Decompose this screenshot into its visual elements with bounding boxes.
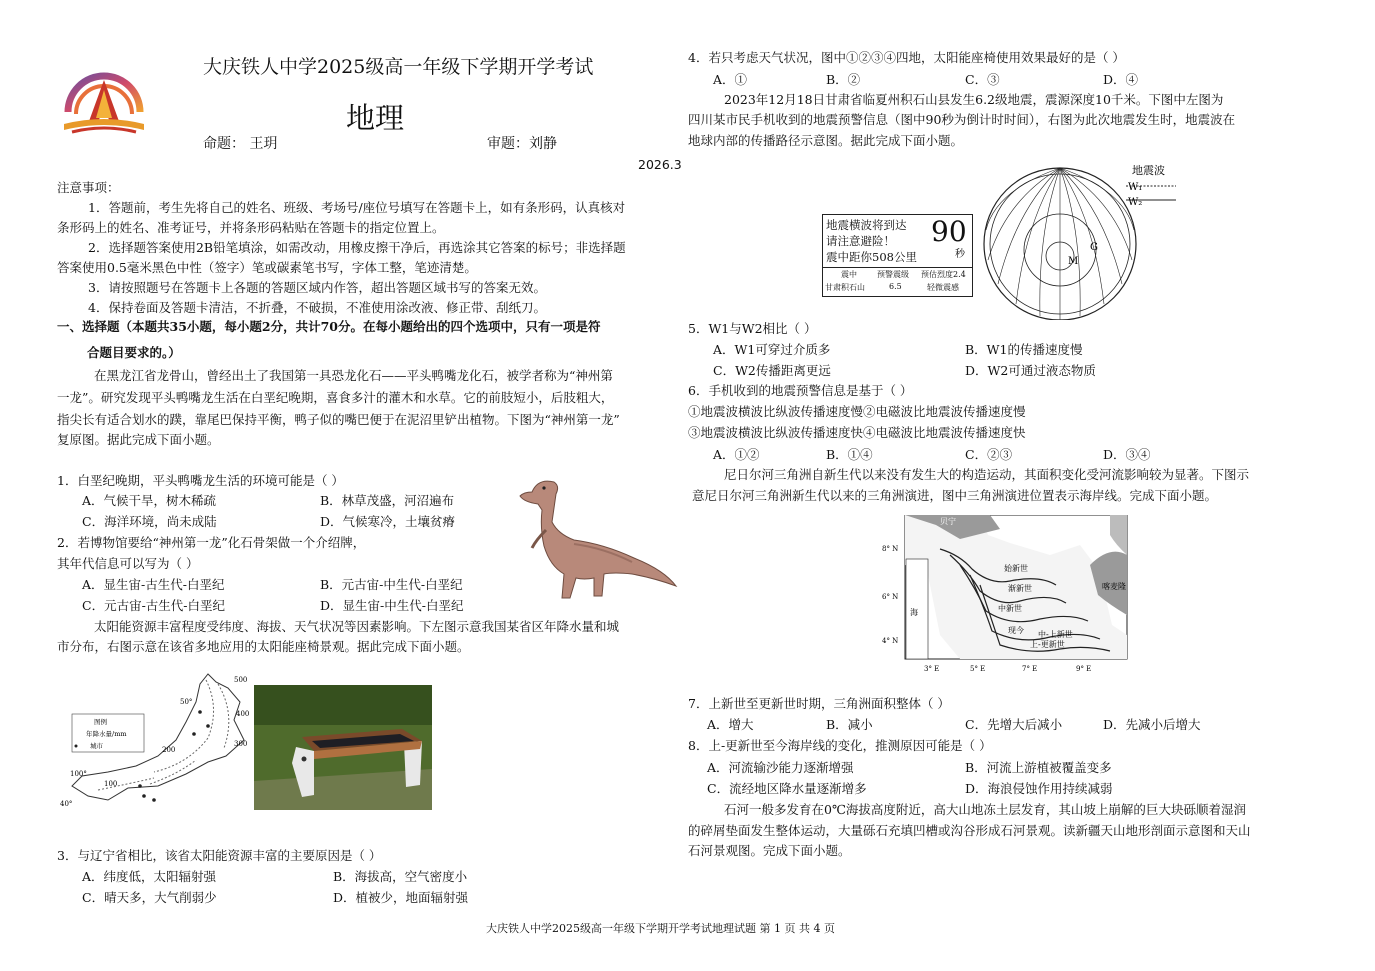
q1-option-a[interactable]: A．气候干旱，树木稀疏 [82,493,217,508]
q1-option-d[interactable]: D．气候寒冷，土壤贫瘠 [320,514,456,529]
alert-line1: 地震横波将到达 [826,218,907,232]
map-lat-8: 8° N [882,545,899,553]
quake-intro-line: 地球内部的传播路径示意图。据此完成下面小题。 [688,133,964,148]
alert-head-magnitude: 预警震级 [877,270,909,279]
longitude-label-100: 100° [70,770,87,778]
solar-intro-line: 市分布，右图示意在该省多地应用的太阳能座椅景观。据此完成下面小题。 [57,639,470,654]
wave-g: G [1090,242,1098,253]
isoline-label-300: 300 [234,740,248,748]
stone-intro-line: 石河景观图。完成下面小题。 [688,843,851,858]
q6-option-b[interactable]: B．①④ [826,447,873,462]
dino-intro-line: 在黑龙江省龙骨山，曾经出土了我国第一具恐龙化石——平头鸭嘴龙化石，被学者称为“神州第 [94,368,613,383]
q3-option-c[interactable]: C．晴天多，大气削弱少 [82,890,217,905]
school-logo [58,62,150,140]
alert-val-epicenter: 甘肃积石山 [825,283,865,292]
wave-title: 地震波 [1132,164,1165,177]
q2-option-d[interactable]: D．显生宙-中生代-白垩纪 [320,598,464,613]
q5-option-d[interactable]: D．W2可通过液态物质 [965,363,1096,378]
q4-option-a[interactable]: A．① [713,72,748,87]
map-label-pleistocene: 上-更新世 [1030,640,1065,649]
q6-option-c[interactable]: C．②③ [965,447,1013,462]
map-label-pliocene: 中-上新世 [1038,630,1073,639]
q7-option-c[interactable]: C．先增大后减小 [965,717,1063,732]
legend-city: 城市 [90,742,103,750]
map-lat-6: 6° N [882,593,899,601]
q6-stem: 6．手机收到的地震预警信息是基于（ ） [688,383,913,398]
q8-option-b[interactable]: B．河流上游植被覆盖变多 [965,760,1112,775]
notice-line: 3．请按照题号在答题卡上各题的答题区域内作答，超出答题区域书写的答案无效。 [88,280,546,295]
isoline-label-200: 200 [162,746,176,754]
alert-line2: 请注意避险！ [826,234,895,248]
notice-line: 条形码上的姓名、准考证号，并将条形码粘贴在答题卡的指定位置上。 [57,220,445,235]
q8-option-d[interactable]: D．海浪侵蚀作用持续减弱 [965,781,1113,796]
map-lon-5: 5° E [970,665,986,673]
precipitation-map [58,668,250,814]
q2-option-b[interactable]: B．元古宙-中生代-白垩纪 [320,577,463,592]
legend-title: 图例 [94,718,107,726]
q6-statements: ③地震波横波比纵波传播速度快④电磁波比地震波传播速度快 [688,425,1026,440]
latitude-label-50: 50° [180,698,193,706]
q6-statements: ①地震波横波比纵波传播速度慢②电磁波比地震波传播速度慢 [688,404,1026,419]
q4-option-c[interactable]: C．③ [965,72,1000,87]
q3-stem: 3．与辽宁省相比，该省太阳能资源丰富的主要原因是（ ） [57,848,382,863]
latitude-label-40: 40° [60,800,73,808]
exam-date: 2026.3 [638,157,682,172]
q5-option-a[interactable]: A．W1可穿过介质多 [713,342,831,357]
q2-stem: 2．若博物馆要给“神州第一龙”化石骨架做一个介绍牌， [57,535,366,550]
q7-option-b[interactable]: B．减小 [826,717,873,732]
notice-line: 4．保持卷面及答题卡清洁，不折叠，不破损，不准使用涂改液、修正带、刮纸刀。 [88,300,546,315]
q8-option-a[interactable]: A．河流输沙能力逐渐增强 [707,760,854,775]
map-label-present: 现今 [1008,626,1024,635]
wave-m: M [1068,256,1079,267]
stone-intro-line: 石河一般多发育在0℃海拔高度附近，高大山地冻土层发育，其山坡上崩解的巨大块砾顺着湿润 [724,802,1246,817]
legend-rain: 年降水量/mm [86,730,127,738]
q4-option-d[interactable]: D．④ [1103,72,1139,87]
q4-option-b[interactable]: B．② [826,72,861,87]
exam-title: 大庆铁人中学2025级高一年级下学期开学考试 [203,56,594,78]
solar-bench-photo [254,685,432,810]
map-lon-9: 9° E [1076,665,1092,673]
wave-w1: W₁ [1128,182,1143,193]
q5-option-c[interactable]: C．W2传播距离更远 [713,363,831,378]
alert-head-intensity: 预估烈度2.4 [921,270,966,279]
q8-stem: 8．上-更新世至今海岸线的变化，推测原因可能是（ ） [688,738,992,753]
isoline-label-100: 100 [104,780,118,788]
q1-option-c[interactable]: C．海洋环境，尚未成陆 [82,514,217,529]
map-lon-3: 3° E [924,665,940,673]
map-label-oligocene: 渐新世 [1008,584,1032,593]
map-lon-7: 7° E [1022,665,1038,673]
section-heading: 一、选择题（本题共35小题，每小题2分，共计70分。在每小题给出的四个选项中，只有一项是符 [57,319,601,334]
seismic-wave-diagram [976,160,1182,320]
map-label-benin: 贝宁 [940,517,956,526]
q2-stem-cont: 其年代信息可以写为（ ） [57,556,199,571]
notice-line: 2．选择题答案使用2B铅笔填涂，如需改动，用橡皮擦干净后，再选涂其它答案的标号；非选择题 [88,240,626,255]
notice-heading: 注意事项： [57,180,120,195]
q1-option-b[interactable]: B．林草茂盛，河沼遍布 [320,493,455,508]
dinosaur-image [514,474,678,600]
q3-option-b[interactable]: B．海拔高，空气密度小 [333,869,468,884]
q6-option-a[interactable]: A．①② [713,447,760,462]
delta-intro-line: 尼日尔河三角洲自新生代以来没有发生大的构造运动，其面积变化受河流影响较为显著。下图示 [724,467,1250,482]
q1-stem: 1．白垩纪晚期，平头鸭嘴龙生活的环境可能是（ ） [57,473,344,488]
alert-countdown: 90 [931,215,967,248]
alert-head-epicenter: 震中 [841,270,857,279]
q2-option-c[interactable]: C．元古宙-古生代-白垩纪 [82,598,226,613]
delta-intro-line: 意尼日尔河三角洲新生代以来的三角洲演进，图中三角洲演进位置表示海岸线。完成下面小题。 [692,488,1218,503]
q5-option-b[interactable]: B．W1的传播速度慢 [965,342,1083,357]
notice-line: 1．答题前，考生先将自己的姓名、班级、考场号/座位号填写在答题卡上，如有条形码，认真核对 [88,200,626,215]
dino-intro-line: 复原图。据此完成下面小题。 [57,432,220,447]
page-footer: 大庆铁人中学2025级高一年级下学期开学考试地理试题 第 1 页 共 4 页 [486,922,835,935]
q3-option-d[interactable]: D．植被少，地面辐射强 [333,890,469,905]
q6-option-d[interactable]: D．③④ [1103,447,1151,462]
author-label: 命题： 王玥 [203,136,278,152]
q7-option-a[interactable]: A．增大 [707,717,754,732]
alert-seconds: 秒 [955,249,965,260]
map-label-eocene: 始新世 [1004,564,1028,573]
solar-intro-line: 太阳能资源丰富程度受纬度、海拔、天气状况等因素影响。下左图示意我国某省区年降水量和城 [94,619,620,634]
isoline-label-400: 400 [236,710,250,718]
map-lat-4: 4° N [882,637,899,645]
q7-option-d[interactable]: D．先减小后增大 [1103,717,1201,732]
stone-intro-line: 的碎屑垫面发生整体运动，大量砾石充填凹槽或沟谷形成石河景观。读新疆天山地形剖面示意图和天山 [688,823,1251,838]
q8-option-c[interactable]: C．流经地区降水量逐渐增多 [707,781,867,796]
q3-option-a[interactable]: A．纬度低，太阳辐射强 [82,869,217,884]
quake-intro-line: 2023年12月18日甘肃省临夏州积石山县发生6.2级地震，震源深度10千米。下图中左图为 [724,92,1224,107]
alert-val-intensity: 轻微震感 [927,283,959,292]
dino-intro-line: 指尖长有适合划水的蹼，靠尾巴保持平衡，鸭子似的嘴巴便于在泥沼里铲出植物。下图为“神州第一龙” [57,412,620,427]
niger-delta-map [880,515,1130,677]
q5-stem: 5．W1与W2相比（ ） [688,321,817,336]
earthquake-alert [822,214,973,297]
wave-w2: W₂ [1128,197,1143,208]
quake-intro-line: 四川某市民手机收到的地震预警信息（图中90秒为倒计时时间），右图为此次地震发生时，地震波在 [688,112,1236,127]
reviewer-label: 审题：刘静 [487,136,557,152]
section-heading-cont: 合题目要求的。） [87,345,181,360]
map-label-sea: 海 [910,608,918,617]
map-label-cameroon: 喀麦隆 [1102,582,1126,591]
q7-stem: 7．上新世至更新世时期，三角洲面积整体（ ） [688,696,950,711]
isoline-label-500: 500 [234,676,248,684]
q2-option-a[interactable]: A．显生宙-古生代-白垩纪 [82,577,225,592]
map-label-miocene: 中新世 [998,604,1022,613]
alert-line3: 震中距你508公里 [826,250,917,264]
dino-intro-line: 一龙”。研究发现平头鸭嘴龙生活在白垩纪晚期，喜食多汁的灌木和水草。它的前肢短小，后肢粗大， [57,390,614,405]
notice-line: 答案使用0.5毫米黑色中性（签字）笔或碳素笔书写，字体工整，笔迹清楚。 [57,260,477,275]
subject-title: 地理 [346,101,405,135]
alert-val-magnitude: 6.5 [889,282,902,291]
q4-stem: 4．若只考虑天气状况，图中①②③④四地，太阳能座椅使用效果最好的是（ ） [688,50,1125,65]
